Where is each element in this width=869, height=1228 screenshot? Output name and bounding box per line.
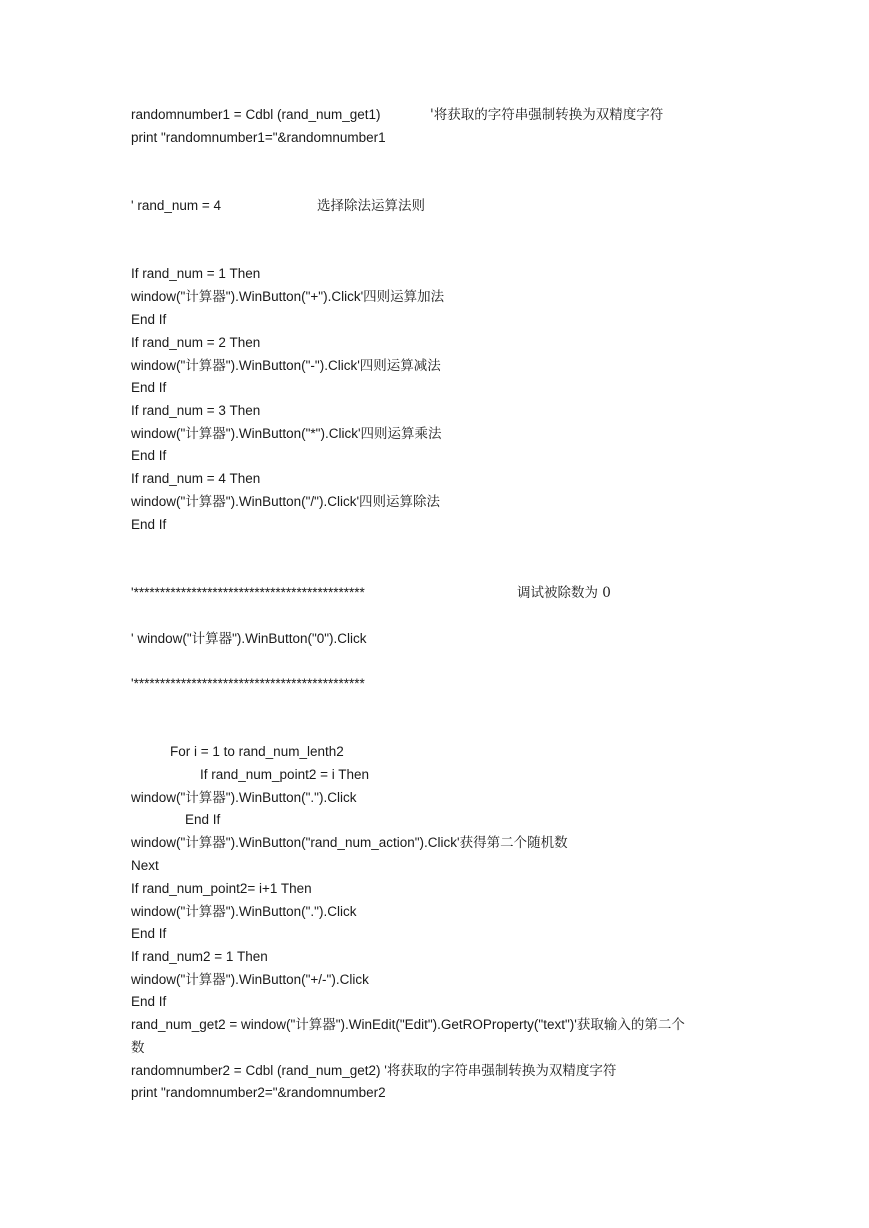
code-line: End If <box>131 312 167 327</box>
code-line: End If <box>131 448 167 463</box>
code-line: If rand_num = 1 Then <box>131 266 261 281</box>
code-line: ' rand_num = 4 <box>131 198 222 213</box>
code-line: End If <box>131 994 167 1009</box>
code-line: End If <box>185 812 221 827</box>
code-line: window("计算器").WinButton("*").Click'四则运算乘法 <box>131 426 442 441</box>
code-line: End If <box>131 517 167 532</box>
code-line: window("计算器").WinButton("+").Click'四则运算加法 <box>131 289 445 304</box>
code-line: rand_num_get2 = window("计算器").WinEdit("Edit").GetROProperty("text")'获取输入的第二个 <box>131 1017 685 1032</box>
code-line: End If <box>131 926 167 941</box>
code-line: ' window("计算器").WinButton("0").Click <box>131 631 367 646</box>
code-line: If rand_num = 4 Then <box>131 471 261 486</box>
code-comment: 调试被除数为 0 <box>517 585 611 601</box>
separator-line: '******************************************** <box>131 676 365 691</box>
code-line: window("计算器").WinButton("rand_num_action").Click'获得第二个随机数 <box>131 835 568 850</box>
separator-line: '******************************************** <box>131 585 365 600</box>
code-line: For i = 1 to rand_num_lenth2 <box>170 744 344 759</box>
code-line: randomnumber2 = Cdbl (rand_num_get2) '将获取的字符串强制转换为双精度字符 <box>131 1063 617 1078</box>
code-line: print "randomnumber2="&randomnumber2 <box>131 1085 386 1100</box>
code-line: window("计算器").WinButton("+/-").Click <box>131 972 369 987</box>
code-comment: 选择除法运算法则 <box>317 198 425 214</box>
code-line: 数 <box>131 1040 145 1055</box>
code-line: randomnumber1 = Cdbl (rand_num_get1) <box>131 107 381 122</box>
code-line: If rand_num_point2= i+1 Then <box>131 881 312 896</box>
code-line: If rand_num2 = 1 Then <box>131 949 268 964</box>
code-line: If rand_num = 3 Then <box>131 403 261 418</box>
code-line: window("计算器").WinButton("/").Click'四则运算除法 <box>131 494 441 509</box>
code-line: window("计算器").WinButton(".").Click <box>131 904 357 919</box>
code-comment: '将获取的字符串强制转换为双精度字符 <box>430 107 664 123</box>
code-line: window("计算器").WinButton("-").Click'四则运算减法 <box>131 358 441 373</box>
code-line: window("计算器").WinButton(".").Click <box>131 790 357 805</box>
code-line: print "randomnumber1="&randomnumber1 <box>131 130 386 145</box>
code-line: End If <box>131 380 167 395</box>
code-line: If rand_num = 2 Then <box>131 335 261 350</box>
code-line: If rand_num_point2 = i Then <box>200 767 369 782</box>
code-line: Next <box>131 858 159 873</box>
